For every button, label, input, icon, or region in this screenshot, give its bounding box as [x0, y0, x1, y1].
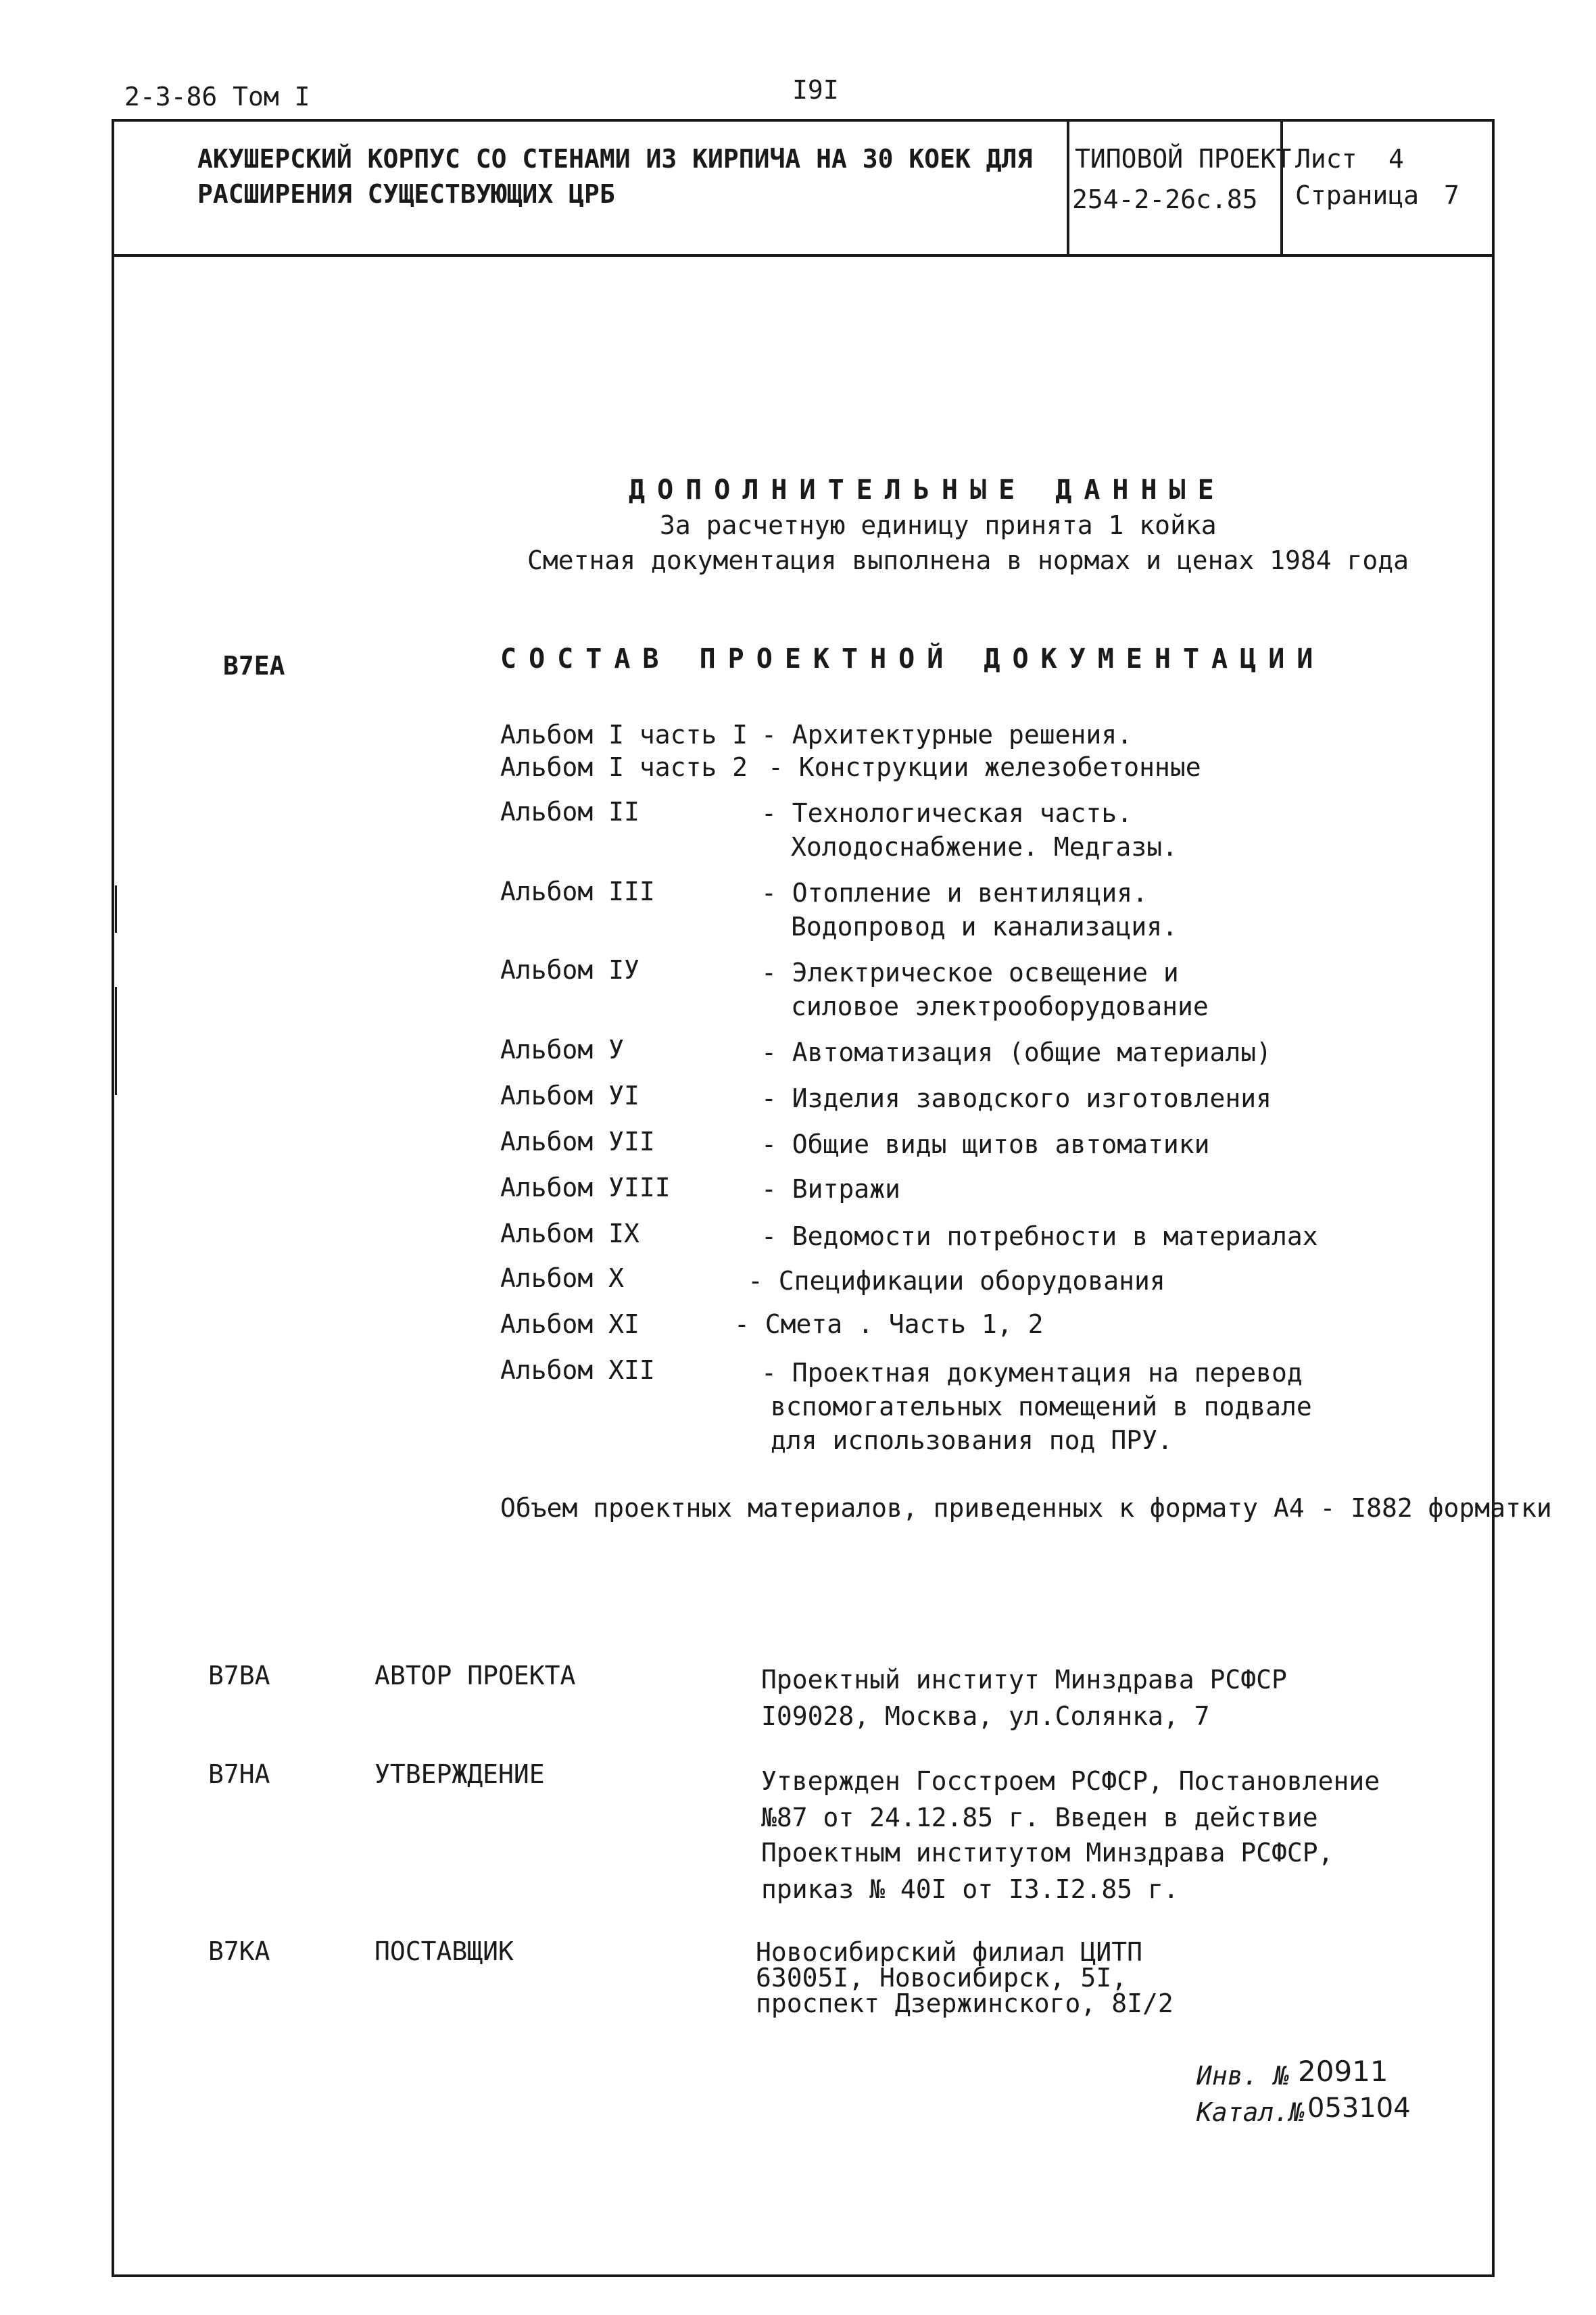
album-name: Альбом XII	[500, 1355, 655, 1385]
album-desc: - Конструкции железобетонные	[768, 752, 1201, 782]
approval-label: УТВЕРЖДЕНИЕ	[374, 1759, 545, 1789]
margin-mark-1	[115, 885, 117, 933]
album-desc: - Изделия заводского изготовления	[761, 1083, 1272, 1113]
approval-line: №87 от 24.12.85 г. Введен в действие	[761, 1803, 1318, 1832]
margin-mark-2	[115, 987, 117, 1095]
document-ref: 2-3-86 Том I	[124, 82, 310, 112]
album-desc: - Отопление и вентиляция.	[761, 878, 1148, 908]
album-desc-cont: вспомогательных помещений в подвале	[771, 1392, 1312, 1421]
album-desc-cont: Холодоснабжение. Медгазы.	[791, 832, 1178, 862]
album-name: Альбом IX	[500, 1219, 639, 1248]
album-name: Альбом УII	[500, 1127, 655, 1156]
album-name: Альбом I часть 2	[500, 752, 748, 782]
inv-label: Инв. №	[1196, 2061, 1290, 2091]
page-number: I9I	[792, 75, 839, 105]
album-name: Альбом XI	[500, 1309, 639, 1339]
album-desc: - Общие виды щитов автоматики	[761, 1129, 1210, 1159]
album-name: Альбом III	[500, 877, 655, 906]
approval-line: Утвержден Госстроем РСФСР, Постановление	[761, 1766, 1380, 1796]
album-name: Альбом I часть I	[500, 720, 748, 750]
header-title-line1: АКУШЕРСКИЙ КОРПУС СО СТЕНАМИ ИЗ КИРПИЧА НА 30 КОЕК ДЛЯ	[197, 144, 1033, 174]
album-name: Альбом X	[500, 1263, 625, 1293]
album-desc: - Архитектурные решения.	[761, 720, 1133, 750]
composition-code: В7ЕА	[223, 651, 285, 681]
additional-line1: За расчетную единицу принята 1 койка	[660, 510, 1217, 540]
supplier-label: ПОСТАВЩИК	[374, 1936, 514, 1966]
header-title-line2: РАСШИРЕНИЯ СУЩЕСТВУЮЩИХ ЦРБ	[197, 179, 615, 209]
supplier-code: В7КА	[208, 1936, 270, 1966]
album-desc: - Ведомости потребности в материалах	[761, 1221, 1318, 1251]
cat-label: Катал.№	[1196, 2097, 1305, 2127]
project-number: 254-2-26с.85	[1072, 185, 1258, 214]
album-desc: - Спецификации оборудования	[748, 1266, 1165, 1296]
approval-line: приказ № 40I от I3.I2.85 г.	[761, 1874, 1179, 1904]
header-sep-2	[1280, 119, 1283, 255]
album-desc-cont: Водопровод и канализация.	[791, 912, 1178, 942]
album-desc: - Смета . Часть 1, 2	[734, 1309, 1044, 1339]
album-name: Альбом УIII	[500, 1173, 671, 1202]
header-divider	[112, 254, 1492, 257]
album-name: Альбом У	[500, 1035, 625, 1065]
volume-note: Объем проектных материалов, приведенных к формату А4 - I882 форматки	[500, 1493, 1552, 1523]
project-label: ТИПОВОЙ ПРОЕКТ	[1075, 144, 1292, 174]
author-code: В7ВА	[208, 1661, 270, 1690]
album-desc: - Проектная документация на перевод	[761, 1358, 1303, 1388]
album-desc-cont: силовое электрооборудование	[791, 992, 1209, 1021]
album-name: Альбом УI	[500, 1081, 639, 1111]
composition-heading: СОСТАВ ПРОЕКТНОЙ ДОКУМЕНТАЦИИ	[500, 643, 1326, 675]
cat-value: 053104	[1307, 2093, 1411, 2124]
album-desc: - Электрическое освещение и	[761, 958, 1179, 988]
inv-value: 20911	[1298, 2055, 1388, 2088]
album-desc: - Витражи	[761, 1174, 900, 1204]
sheet-label: Лист	[1295, 144, 1357, 174]
page-value: 7	[1444, 180, 1459, 210]
supplier-line: Новосибирский филиал ЦИТП	[756, 1937, 1142, 1967]
header-sep-1	[1067, 119, 1069, 255]
additional-heading: ДОПОЛНИТЕЛЬНЫЕ ДАННЫЕ	[629, 474, 1226, 506]
page-label: Страница	[1295, 180, 1420, 210]
supplier-line: 63005I, Новосибирск, 5I,	[756, 1963, 1128, 1993]
additional-line2: Сметная документация выполнена в нормах и ценах 1984 года	[527, 545, 1409, 575]
album-desc-cont: для использования под ПРУ.	[771, 1425, 1173, 1455]
album-desc: - Автоматизация (общие материалы)	[761, 1038, 1272, 1067]
author-line: I09028, Москва, ул.Солянка, 7	[761, 1701, 1210, 1731]
album-name: Альбом II	[500, 797, 639, 827]
album-name: Альбом IУ	[500, 955, 639, 985]
approval-line: Проектным институтом Минздрава РСФСР,	[761, 1838, 1334, 1868]
album-desc: - Технологическая часть.	[761, 798, 1133, 828]
supplier-line: проспект Дзержинского, 8I/2	[756, 1989, 1174, 2018]
author-label: АВТОР ПРОЕКТА	[374, 1661, 576, 1690]
approval-code: В7НА	[208, 1759, 270, 1789]
sheet-value: 4	[1388, 144, 1404, 174]
author-line: Проектный институт Минздрава РСФСР	[761, 1665, 1287, 1695]
